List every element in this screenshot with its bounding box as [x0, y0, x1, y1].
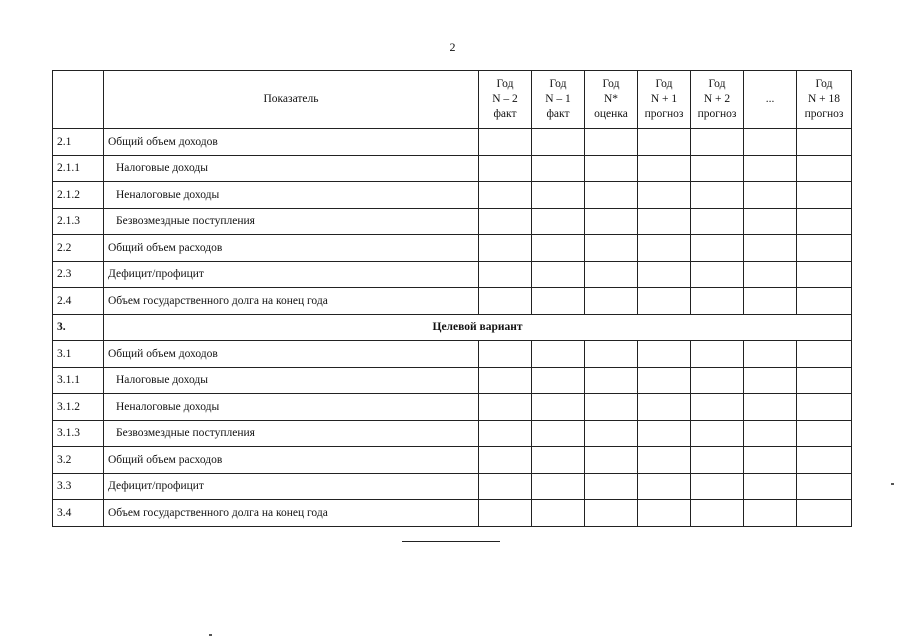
value-cell — [532, 182, 585, 209]
table-row — [53, 420, 852, 447]
row-code: 3.3 — [53, 473, 104, 500]
value-cell — [479, 341, 532, 368]
value-cell — [691, 208, 744, 235]
table-row — [53, 155, 852, 182]
table-row — [53, 288, 852, 315]
row-code: 2.1 — [53, 129, 104, 156]
value-cell — [638, 235, 691, 262]
value-cell — [638, 182, 691, 209]
value-cell — [797, 208, 852, 235]
header-year-type: прогноз — [697, 108, 737, 120]
value-cell — [744, 261, 797, 288]
section-code: 3. — [53, 314, 104, 341]
value-cell — [479, 155, 532, 182]
value-cell — [744, 129, 797, 156]
header-year-label: Год — [496, 78, 514, 90]
footer-rule — [402, 541, 500, 542]
row-code: 2.2 — [53, 235, 104, 262]
value-cell — [638, 288, 691, 315]
header-year-type: факт — [546, 108, 570, 120]
value-cell — [479, 367, 532, 394]
table-body — [53, 129, 852, 527]
value-cell — [797, 155, 852, 182]
header-year-n-plus-2 — [691, 71, 744, 129]
header-year-n-plus-1 — [638, 71, 691, 129]
value-cell — [797, 394, 852, 421]
value-cell — [479, 447, 532, 474]
value-cell — [638, 447, 691, 474]
table-row — [53, 208, 852, 235]
value-cell — [585, 208, 638, 235]
header-year-n — [585, 71, 638, 129]
value-cell — [797, 447, 852, 474]
value-cell — [585, 235, 638, 262]
value-cell — [638, 208, 691, 235]
value-cell — [585, 155, 638, 182]
value-cell — [744, 473, 797, 500]
value-cell — [532, 235, 585, 262]
value-cell — [532, 447, 585, 474]
value-cell — [585, 420, 638, 447]
value-cell — [638, 155, 691, 182]
value-cell — [532, 155, 585, 182]
header-year-label: Год — [815, 78, 833, 90]
row-code: 2.4 — [53, 288, 104, 315]
value-cell — [638, 473, 691, 500]
value-cell — [797, 261, 852, 288]
value-cell — [797, 500, 852, 527]
value-cell — [691, 420, 744, 447]
table-row — [53, 341, 852, 368]
row-code: 3.1 — [53, 341, 104, 368]
row-code: 2.1.1 — [53, 155, 104, 182]
header-year-n-minus-1 — [532, 71, 585, 129]
page-number: 2 — [449, 40, 456, 54]
value-cell — [797, 235, 852, 262]
value-cell — [691, 473, 744, 500]
value-cell — [585, 473, 638, 500]
value-cell — [479, 182, 532, 209]
value-cell — [585, 447, 638, 474]
value-cell — [532, 129, 585, 156]
row-code: 2.3 — [53, 261, 104, 288]
value-cell — [744, 235, 797, 262]
row-indicator: Дефицит/профицит — [104, 261, 479, 288]
value-cell — [638, 500, 691, 527]
value-cell — [744, 341, 797, 368]
value-cell — [585, 500, 638, 527]
value-cell — [532, 394, 585, 421]
value-cell — [479, 500, 532, 527]
header-year-value: N + 1 — [650, 93, 678, 105]
row-indicator: Объем государственного долга на конец года — [104, 288, 479, 315]
row-indicator: Безвозмездные поступления — [104, 420, 479, 447]
value-cell — [691, 367, 744, 394]
value-cell — [797, 182, 852, 209]
row-indicator: Налоговые доходы — [104, 367, 479, 394]
row-indicator: Общий объем доходов — [104, 129, 479, 156]
budget-forecast-table — [52, 70, 852, 527]
value-cell — [638, 394, 691, 421]
header-year-value: N + 2 — [703, 93, 731, 105]
value-cell — [691, 261, 744, 288]
value-cell — [691, 155, 744, 182]
value-cell — [691, 500, 744, 527]
row-code: 3.1.2 — [53, 394, 104, 421]
value-cell — [797, 288, 852, 315]
header-year-label: Год — [708, 78, 726, 90]
row-indicator: Налоговые доходы — [104, 155, 479, 182]
header-year-label: Год — [549, 78, 567, 90]
header-year-type: прогноз — [804, 108, 844, 120]
value-cell — [744, 500, 797, 527]
value-cell — [744, 447, 797, 474]
value-cell — [479, 473, 532, 500]
table-row — [53, 447, 852, 474]
section-row — [53, 314, 852, 341]
value-cell — [691, 235, 744, 262]
value-cell — [638, 420, 691, 447]
value-cell — [691, 182, 744, 209]
value-cell — [638, 341, 691, 368]
row-code: 3.2 — [53, 447, 104, 474]
value-cell — [744, 394, 797, 421]
table-row — [53, 500, 852, 527]
row-indicator: Дефицит/профицит — [104, 473, 479, 500]
row-code: 3.1.1 — [53, 367, 104, 394]
table-row — [53, 394, 852, 421]
header-year-type: прогноз — [644, 108, 684, 120]
header-code-cell — [53, 71, 104, 129]
row-code: 2.1.2 — [53, 182, 104, 209]
header-year-type: оценка — [594, 108, 628, 120]
value-cell — [532, 208, 585, 235]
value-cell — [532, 473, 585, 500]
value-cell — [532, 367, 585, 394]
header-indicator: Показатель — [104, 71, 479, 129]
value-cell — [744, 208, 797, 235]
value-cell — [744, 367, 797, 394]
value-cell — [797, 341, 852, 368]
header-year-n-plus-18 — [797, 71, 852, 129]
value-cell — [479, 208, 532, 235]
value-cell — [532, 288, 585, 315]
row-indicator: Общий объем доходов — [104, 341, 479, 368]
value-cell — [585, 261, 638, 288]
header-year-n-minus-2 — [479, 71, 532, 129]
value-cell — [691, 447, 744, 474]
value-cell — [585, 341, 638, 368]
header-year-label: Год — [655, 78, 673, 90]
value-cell — [479, 129, 532, 156]
header-year-value: N – 1 — [545, 93, 571, 105]
header-ellipsis-text: ... — [765, 93, 775, 105]
header-year-value: N – 2 — [492, 93, 518, 105]
value-cell — [797, 129, 852, 156]
value-cell — [797, 367, 852, 394]
value-cell — [797, 420, 852, 447]
value-cell — [691, 341, 744, 368]
value-cell — [585, 288, 638, 315]
value-cell — [638, 367, 691, 394]
value-cell — [585, 129, 638, 156]
row-indicator: Безвозмездные поступления — [104, 208, 479, 235]
table-row — [53, 367, 852, 394]
value-cell — [479, 261, 532, 288]
value-cell — [532, 500, 585, 527]
table-row — [53, 261, 852, 288]
value-cell — [744, 420, 797, 447]
value-cell — [532, 261, 585, 288]
value-cell — [479, 394, 532, 421]
value-cell — [691, 129, 744, 156]
header-year-value: N + 18 — [807, 93, 841, 105]
value-cell — [797, 473, 852, 500]
table-row — [53, 182, 852, 209]
value-cell — [638, 261, 691, 288]
row-code: 3.4 — [53, 500, 104, 527]
value-cell — [638, 129, 691, 156]
table-header-row — [53, 71, 852, 129]
header-ellipsis — [744, 71, 797, 129]
row-indicator: Неналоговые доходы — [104, 182, 479, 209]
value-cell — [744, 182, 797, 209]
header-year-value: N* — [603, 93, 619, 105]
header-year-label: Год — [602, 78, 620, 90]
value-cell — [585, 182, 638, 209]
table-row — [53, 235, 852, 262]
table-row — [53, 473, 852, 500]
section-title: Целевой вариант — [104, 314, 852, 341]
value-cell — [585, 367, 638, 394]
value-cell — [479, 420, 532, 447]
value-cell — [479, 235, 532, 262]
row-indicator: Общий объем расходов — [104, 447, 479, 474]
value-cell — [585, 394, 638, 421]
value-cell — [691, 394, 744, 421]
row-code: 2.1.3 — [53, 208, 104, 235]
value-cell — [532, 341, 585, 368]
scan-mark — [209, 634, 212, 636]
row-indicator: Неналоговые доходы — [104, 394, 479, 421]
value-cell — [532, 420, 585, 447]
row-indicator: Общий объем расходов — [104, 235, 479, 262]
row-indicator: Объем государственного долга на конец года — [104, 500, 479, 527]
value-cell — [744, 288, 797, 315]
value-cell — [744, 155, 797, 182]
scan-mark — [891, 483, 894, 485]
table-row — [53, 129, 852, 156]
value-cell — [691, 288, 744, 315]
row-code: 3.1.3 — [53, 420, 104, 447]
value-cell — [479, 288, 532, 315]
header-year-type: факт — [493, 108, 517, 120]
